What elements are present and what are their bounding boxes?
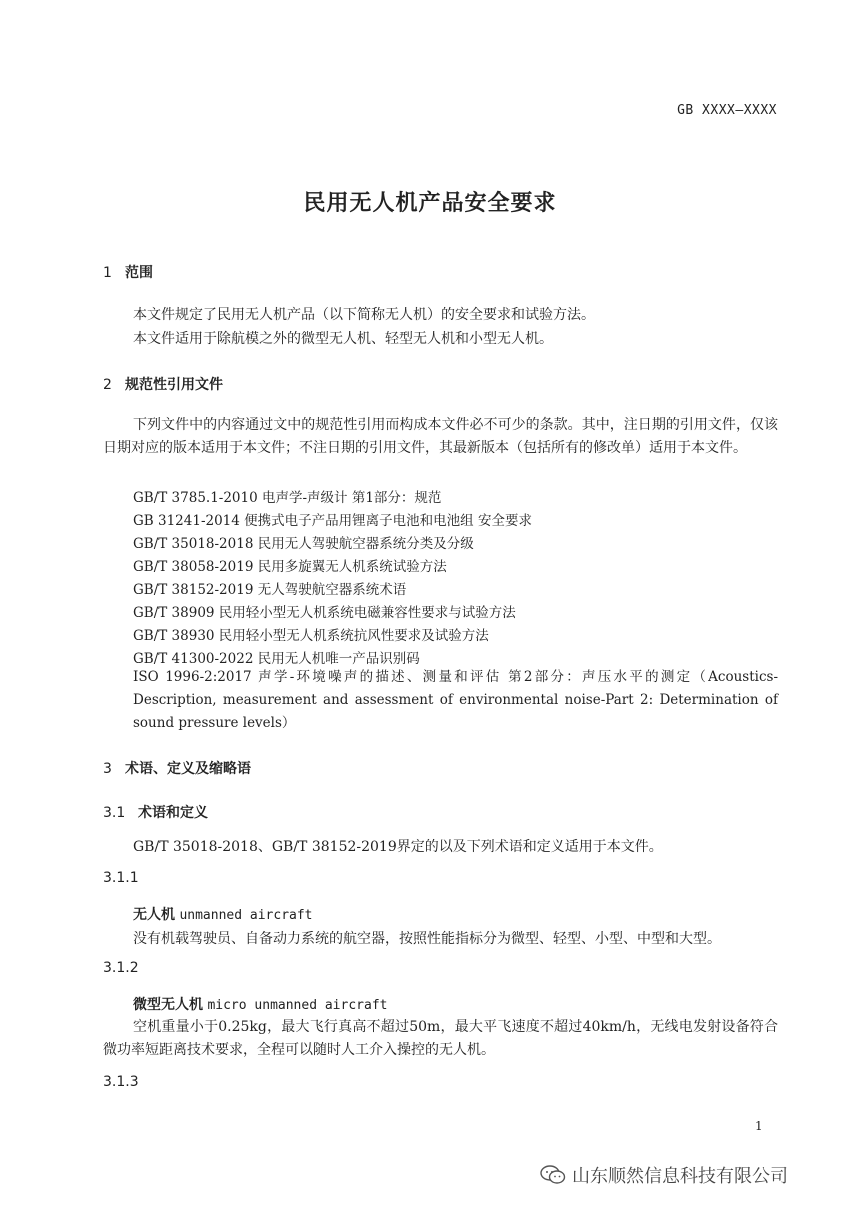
- section-3-1-title: 术语和定义: [138, 805, 208, 821]
- section-2-heading: [103, 374, 223, 394]
- section-1-para-2: 本文件适用于除航模之外的微型无人机、轻型无人机和小型无人机。: [133, 331, 553, 347]
- wechat-icon: [540, 1165, 566, 1185]
- term-number: 3.1.2: [103, 960, 139, 976]
- section-1-number: 1: [103, 265, 112, 281]
- watermark-text: 山东顺然信息科技有限公司: [572, 1166, 788, 1187]
- page-number: 1: [755, 1119, 763, 1133]
- term-definition: 没有机载驾驶员、自备动力系统的航空器，按照性能指标分为微型、轻型、小型、中型和大型。: [133, 931, 721, 947]
- section-2-title: 规范性引用文件: [125, 377, 223, 393]
- reference-item: GB/T 38930 民用轻小型无人机系统抗风性要求及试验方法: [133, 628, 489, 644]
- term-definition: 空机重量小于0.25kg，最大飞行真高不超过50m，最大平飞速度不超过40km/h，无线电发射设备符合微功率短距离技术要求，全程可以随时人工介入操控的无人机。: [103, 1019, 778, 1058]
- term-number: 3.1.3: [103, 1074, 139, 1090]
- reference-item: GB/T 38152-2019 无人驾驶航空器系统术语: [133, 582, 407, 598]
- standard-code: GB XXXX—XXXX: [677, 103, 777, 118]
- section-1-para-1: 本文件规定了民用无人机产品（以下简称无人机）的安全要求和试验方法。: [133, 307, 595, 323]
- term-zh: 无人机: [133, 907, 175, 923]
- term-heading: [133, 904, 313, 924]
- section-3-title: 术语、定义及缩略语: [125, 761, 251, 777]
- section-3-1-heading: [103, 802, 208, 822]
- watermark: [540, 1162, 788, 1188]
- section-3-number: 3: [103, 761, 112, 777]
- reference-item: GB/T 3785.1-2010 电声学-声级计 第1部分：规范: [133, 490, 442, 506]
- section-1-heading: [103, 262, 153, 282]
- section-3-1-intro: GB/T 35018-2018、GB/T 38152-2019界定的以及下列术语和定义适用于本文件。: [133, 839, 663, 855]
- reference-item: GB/T 41300-2022 民用无人机唯一产品识别码: [133, 651, 420, 667]
- term-zh: 微型无人机: [133, 997, 203, 1013]
- section-3-heading: [103, 758, 251, 778]
- reference-item-iso: ISO 1996-2:2017 声学-环境噪声的描述、测量和评估 第2部分：声压水平的测定（Acoustics-Description, measurement and assessment of environmental noise-Part 2: Determination of sound pressure levels）: [133, 669, 778, 731]
- section-2-number: 2: [103, 377, 112, 393]
- section-1-title: 范围: [125, 265, 153, 281]
- reference-item: GB/T 35018-2018 民用无人驾驶航空器系统分类及分级: [133, 536, 474, 552]
- term-number: 3.1.1: [103, 870, 139, 886]
- reference-item: GB/T 38909 民用轻小型无人机系统电磁兼容性要求与试验方法: [133, 605, 516, 621]
- document-title: 民用无人机产品安全要求: [303, 191, 557, 216]
- section-2-intro: 下列文件中的内容通过文中的规范性引用而构成本文件必不可少的条款。其中，注日期的引用文件，仅该日期对应的版本适用于本文件；不注日期的引用文件，其最新版本（包括所有的修改单）适用于本文件。: [103, 417, 778, 456]
- term-en: micro unmanned aircraft: [207, 998, 388, 1013]
- term-en: unmanned aircraft: [179, 908, 313, 923]
- section-3-1-number: 3.1: [103, 805, 126, 821]
- reference-item: GB/T 38058-2019 民用多旋翼无人机系统试验方法: [133, 559, 447, 575]
- reference-item: GB 31241-2014 便携式电子产品用锂离子电池和电池组 安全要求: [133, 513, 532, 529]
- term-heading: [133, 994, 387, 1014]
